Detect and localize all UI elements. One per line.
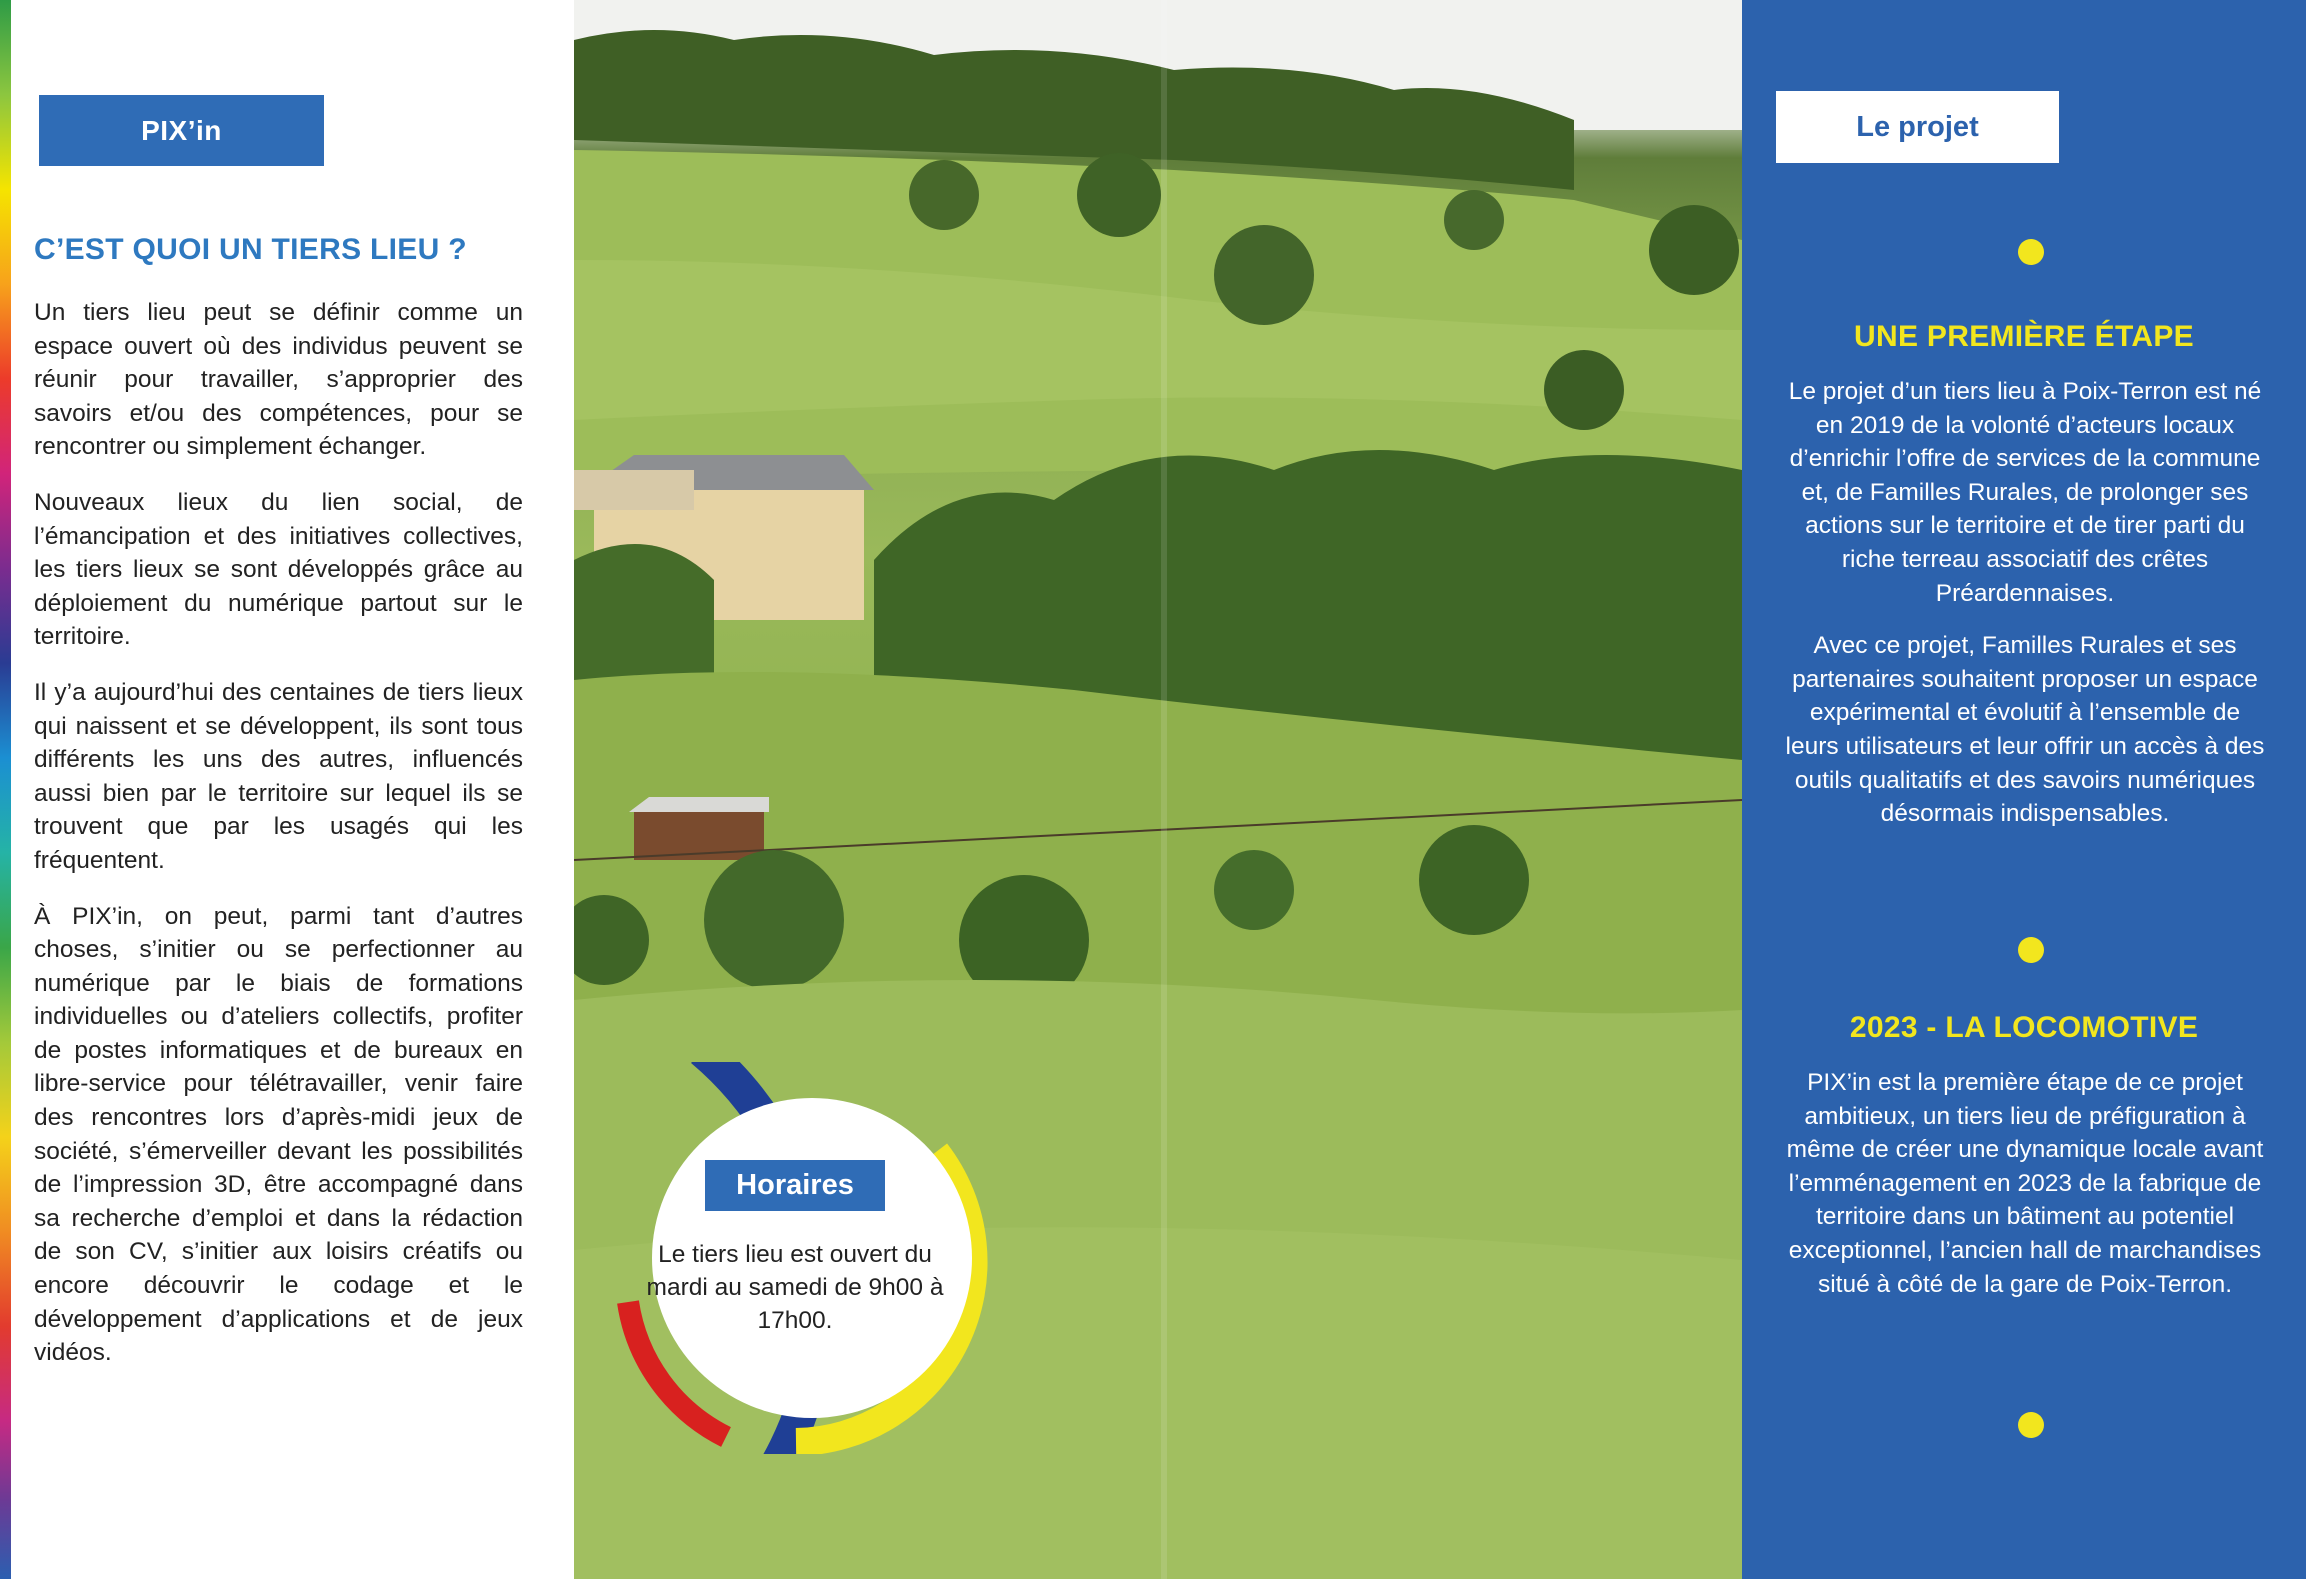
section-premiere-etape-text <box>1780 375 2270 850</box>
pixin-tag: PIX’in <box>39 95 324 166</box>
paragraph: Avec ce projet, Familles Rurales et ses partenaires souhaitent proposer un espace expérimental et évolutif à l’ensemble de leurs utilisateurs et leur offrir un accès à des outils qualitatifs et des savoirs numériques désormais indispensables. <box>1785 632 2265 828</box>
projet-tag: Le projet <box>1776 91 2059 163</box>
paragraph: À PIX’in, on peut, parmi tant d’autres choses, s’initier ou se perfectionner au numérique par le biais de formations individuelles ou d’ateliers collectifs, profiter de postes informatiques et de bureaux en libre-service pour télétravailler, venir faire des rencontres lors d’après-midi jeux de société, s’émerveiller devant les possibilités de l’impression 3D, être accompagné dans sa recherche d’emploi et dans la rédaction de son CV, s’initier aux loisirs créatifs ou encore découvrir le codage et le développement d’applications et de jeux vidéos. <box>34 902 523 1367</box>
paragraph: Un tiers lieu peut se définir comme un espace ouvert où des individus peuvent se réunir pour travailler, s’approprier des savoirs et/ou des compétences, pour se rencontrer ou simplement échanger. <box>34 299 523 461</box>
section-premiere-etape-heading: UNE PREMIÈRE ÉTAPE <box>1854 320 2194 353</box>
yellow-bullet-dot <box>2018 1412 2044 1438</box>
yellow-bullet-dot <box>2018 239 2044 265</box>
section-locomotive-text <box>1780 1066 2270 1320</box>
tiers-lieu-heading: C’EST QUOI UN TIERS LIEU ? <box>34 233 467 266</box>
section-locomotive-heading: 2023 - LA LOCOMOTIVE <box>1849 1011 2199 1044</box>
rainbow-edge-decoration <box>0 0 11 1579</box>
paragraph: Il y’a aujourd’hui des centaines de tiers lieux qui naissent et se développent, ils sont tous différents les uns des autres, influencés aussi bien par le territoire sur lequel ils se trouvent que par les usagés qui les fréquentent. <box>34 678 523 874</box>
left-panel <box>0 0 574 1579</box>
opening-hours-text: Le tiers lieu est ouvert du mardi au samedi de 9h00 à 17h00. <box>646 1241 944 1334</box>
paragraph: Nouveaux lieux du lien social, de l’émancipation et des initiatives collectives, les tiers lieux se sont développés grâce au déploiement du numérique partout sur le territoire. <box>34 488 523 651</box>
left-body-text <box>34 296 523 1392</box>
paragraph: PIX’in est la première étape de ce projet ambitieux, un tiers lieu de préfiguration à même de créer une dynamique locale avant l’emménagement en 2023 de la fabrique de territoire dans un bâtiment au potentiel exceptionnel, l’ancien hall de marchandises situé à côté de la gare de Poix-Terron. <box>1786 1069 2264 1298</box>
paragraph: Le projet d’un tiers lieu à Poix-Terron est né en 2019 de la volonté d’acteurs locaux d’enrichir l’offre de services de la commune et, de Familles Rurales, de prolonger ses actions sur le territoire et de tirer parti du riche terreau associatif des crêtes Préardennaises. <box>1788 378 2262 607</box>
yellow-bullet-dot <box>2018 937 2044 963</box>
horaires-tag: Horaires <box>705 1160 885 1211</box>
